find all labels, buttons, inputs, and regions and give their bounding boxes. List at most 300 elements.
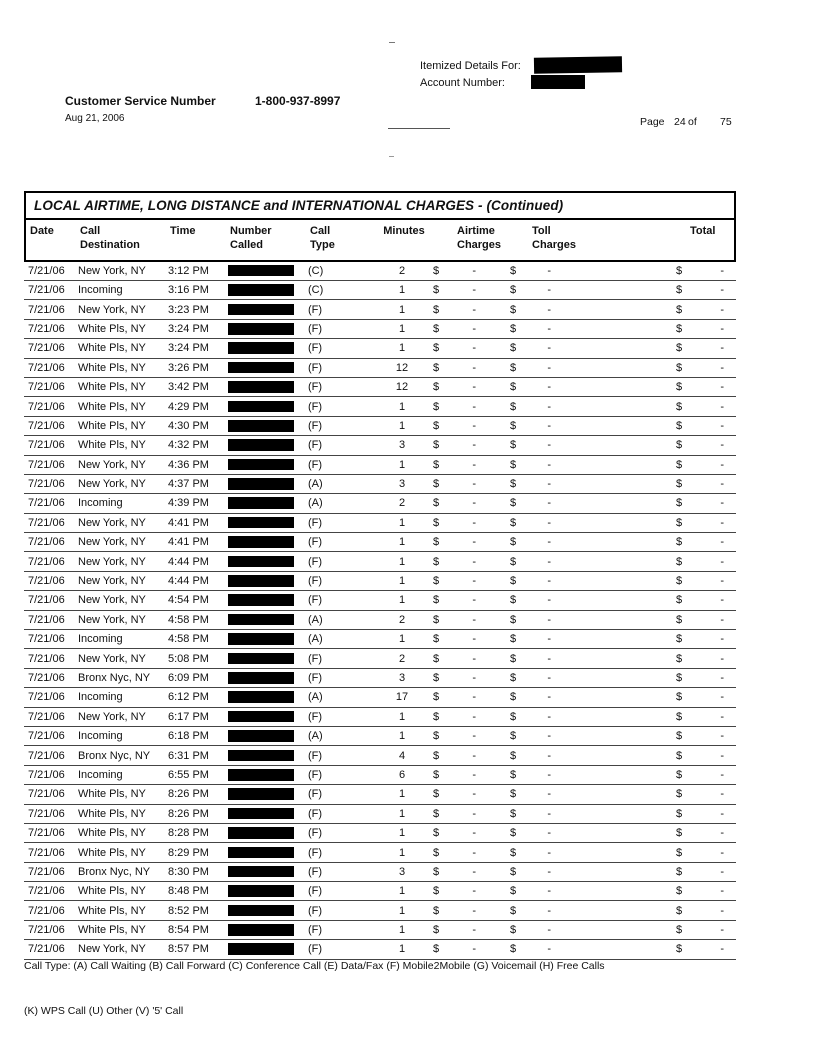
- cell-minutes: 2: [398, 264, 406, 277]
- redacted-phone-number: [228, 439, 294, 451]
- airtime-amount: -: [472, 691, 476, 704]
- total-amount: -: [720, 633, 724, 646]
- cell-toll-charges: [506, 750, 600, 762]
- total-amount: -: [720, 730, 724, 743]
- redacted-phone-number: [228, 614, 294, 626]
- cell-toll-charges: [506, 459, 600, 471]
- call-table-body: [24, 262, 736, 960]
- cell-destination: Bronx Nyc, NY: [78, 671, 151, 684]
- cell-airtime-charges: [428, 769, 506, 781]
- currency-symbol: $: [433, 516, 440, 529]
- cell-total: [600, 847, 736, 859]
- cell-number-called: [224, 614, 304, 626]
- currency-symbol: $: [433, 303, 440, 316]
- cell-airtime-charges: [428, 943, 506, 955]
- total-amount: -: [720, 904, 724, 917]
- table-row: [24, 940, 736, 959]
- cell-date: 7/21/06: [28, 381, 65, 394]
- cell-date: 7/21/06: [28, 284, 65, 297]
- cell-toll-charges: [506, 866, 600, 878]
- redacted-phone-number: [228, 885, 294, 897]
- airtime-amount: -: [472, 846, 476, 859]
- cell-date: 7/21/06: [28, 885, 65, 898]
- table-row: [24, 533, 736, 552]
- cell-call-type: (A): [308, 478, 323, 491]
- currency-symbol: $: [433, 478, 440, 491]
- toll-amount: -: [547, 381, 551, 394]
- table-row: [24, 436, 736, 455]
- cell-date: 7/21/06: [28, 827, 65, 840]
- currency-symbol: $: [510, 303, 517, 316]
- airtime-amount: -: [472, 361, 476, 374]
- cell-minutes: 1: [398, 284, 406, 297]
- cell-call-type: (A): [308, 633, 323, 646]
- currency-symbol: $: [510, 885, 517, 898]
- cell-destination: New York, NY: [78, 516, 146, 529]
- cell-toll-charges: [506, 730, 600, 742]
- cell-airtime-charges: [428, 401, 506, 413]
- cell-toll-charges: [506, 536, 600, 548]
- cell-total: [600, 439, 736, 451]
- cell-number-called: [224, 401, 304, 413]
- cell-time: 3:16 PM: [168, 284, 209, 297]
- cell-minutes: 3: [398, 439, 406, 452]
- airtime-amount: -: [472, 400, 476, 413]
- total-amount: -: [720, 924, 724, 937]
- redacted-phone-number: [228, 575, 294, 587]
- cell-minutes: 2: [398, 652, 406, 665]
- cell-date: 7/21/06: [28, 691, 65, 704]
- toll-amount: -: [547, 730, 551, 743]
- currency-symbol: $: [676, 575, 683, 588]
- cell-call-type: (C): [308, 264, 324, 277]
- cell-airtime-charges: [428, 575, 506, 587]
- cell-time: 4:54 PM: [168, 594, 209, 607]
- cell-time: 8:26 PM: [168, 788, 209, 801]
- cell-airtime-charges: [428, 730, 506, 742]
- cell-minutes: 1: [398, 342, 406, 355]
- cell-minutes: 1: [398, 827, 406, 840]
- redacted-phone-number: [228, 556, 294, 568]
- customer-service-number: 1-800-937-8997: [255, 94, 341, 108]
- cell-total: [600, 827, 736, 839]
- airtime-amount: -: [472, 458, 476, 471]
- cell-time: 4:44 PM: [168, 575, 209, 588]
- cell-airtime-charges: [428, 342, 506, 354]
- currency-symbol: $: [433, 633, 440, 646]
- currency-symbol: $: [676, 322, 683, 335]
- account-number-label: Account Number:: [420, 77, 505, 89]
- currency-symbol: $: [676, 458, 683, 471]
- redacted-phone-number: [228, 691, 294, 703]
- cell-date: 7/21/06: [28, 400, 65, 413]
- total-amount: -: [720, 652, 724, 665]
- cell-destination: White Pls, NY: [78, 439, 146, 452]
- cell-call-type: (F): [308, 807, 323, 820]
- page-number: 24: [674, 116, 686, 128]
- table-row: [24, 300, 736, 319]
- currency-symbol: $: [676, 730, 683, 743]
- cell-airtime-charges: [428, 847, 506, 859]
- cell-time: 5:08 PM: [168, 652, 209, 665]
- table-title: LOCAL AIRTIME, LONG DISTANCE and INTERNATIONAL CHARGES - (Continued): [26, 193, 734, 220]
- total-amount: -: [720, 865, 724, 878]
- currency-symbol: $: [510, 342, 517, 355]
- currency-symbol: $: [433, 943, 440, 956]
- cell-minutes: 1: [398, 943, 406, 956]
- toll-amount: -: [547, 671, 551, 684]
- cell-call-type: (F): [308, 361, 323, 374]
- cell-destination: White Pls, NY: [78, 322, 146, 335]
- airtime-amount: -: [472, 924, 476, 937]
- cell-call-type: (F): [308, 594, 323, 607]
- airtime-amount: -: [472, 633, 476, 646]
- total-amount: -: [720, 497, 724, 510]
- cell-destination: Incoming: [78, 633, 123, 646]
- table-row: [24, 591, 736, 610]
- cell-date: 7/21/06: [28, 594, 65, 607]
- cell-minutes: 1: [398, 575, 406, 588]
- redacted-phone-number: [228, 420, 294, 432]
- total-amount: -: [720, 400, 724, 413]
- table-row: [24, 262, 736, 281]
- cell-minutes: 3: [398, 865, 406, 878]
- currency-symbol: $: [510, 691, 517, 704]
- cell-minutes: 1: [398, 846, 406, 859]
- currency-symbol: $: [433, 284, 440, 297]
- redacted-phone-number: [228, 847, 294, 859]
- cell-minutes: 6: [398, 768, 406, 781]
- currency-symbol: $: [433, 904, 440, 917]
- currency-symbol: $: [510, 516, 517, 529]
- cell-number-called: [224, 536, 304, 548]
- cell-number-called: [224, 556, 304, 568]
- cell-total: [600, 730, 736, 742]
- cell-toll-charges: [506, 827, 600, 839]
- cell-call-type: (F): [308, 768, 323, 781]
- cell-airtime-charges: [428, 653, 506, 665]
- currency-symbol: $: [676, 284, 683, 297]
- airtime-amount: -: [472, 322, 476, 335]
- cell-airtime-charges: [428, 284, 506, 296]
- currency-symbol: $: [433, 749, 440, 762]
- cell-time: 8:52 PM: [168, 904, 209, 917]
- col-header-toll-charges: Toll Charges: [532, 225, 577, 252]
- cell-time: 6:18 PM: [168, 730, 209, 743]
- cell-call-type: (F): [308, 710, 323, 723]
- cell-destination: Bronx Nyc, NY: [78, 749, 151, 762]
- cell-destination: New York, NY: [78, 536, 146, 549]
- table-row: [24, 649, 736, 668]
- redacted-phone-number: [228, 594, 294, 606]
- cell-time: 3:12 PM: [168, 264, 209, 277]
- table-row: [24, 843, 736, 862]
- cell-date: 7/21/06: [28, 652, 65, 665]
- cell-airtime-charges: [428, 633, 506, 645]
- cell-toll-charges: [506, 284, 600, 296]
- table-row: [24, 882, 736, 901]
- toll-amount: -: [547, 555, 551, 568]
- cell-minutes: 2: [398, 613, 406, 626]
- cell-toll-charges: [506, 265, 600, 277]
- airtime-amount: -: [472, 264, 476, 277]
- toll-amount: -: [547, 575, 551, 588]
- cell-time: 4:41 PM: [168, 516, 209, 529]
- cell-call-type: (F): [308, 943, 323, 956]
- toll-amount: -: [547, 710, 551, 723]
- cell-destination: New York, NY: [78, 943, 146, 956]
- cell-call-type: (F): [308, 516, 323, 529]
- currency-symbol: $: [676, 827, 683, 840]
- scan-artifact-dash: [389, 42, 395, 43]
- currency-symbol: $: [676, 439, 683, 452]
- cell-date: 7/21/06: [28, 671, 65, 684]
- cell-toll-charges: [506, 691, 600, 703]
- cell-toll-charges: [506, 614, 600, 626]
- cell-time: 3:24 PM: [168, 322, 209, 335]
- total-amount: -: [720, 943, 724, 956]
- cell-total: [600, 711, 736, 723]
- cell-airtime-charges: [428, 439, 506, 451]
- cell-toll-charges: [506, 323, 600, 335]
- cell-toll-charges: [506, 633, 600, 645]
- cell-date: 7/21/06: [28, 613, 65, 626]
- redacted-phone-number: [228, 342, 294, 354]
- cell-minutes: 1: [398, 400, 406, 413]
- currency-symbol: $: [676, 594, 683, 607]
- cell-toll-charges: [506, 401, 600, 413]
- cell-call-type: (F): [308, 381, 323, 394]
- cell-date: 7/21/06: [28, 497, 65, 510]
- cell-toll-charges: [506, 439, 600, 451]
- cell-number-called: [224, 633, 304, 645]
- col-header-number-called: Number Called: [230, 225, 272, 252]
- cell-toll-charges: [506, 304, 600, 316]
- total-amount: -: [720, 885, 724, 898]
- cell-airtime-charges: [428, 924, 506, 936]
- cell-date: 7/21/06: [28, 322, 65, 335]
- cell-total: [600, 556, 736, 568]
- cell-total: [600, 304, 736, 316]
- toll-amount: -: [547, 439, 551, 452]
- total-amount: -: [720, 710, 724, 723]
- total-amount: -: [720, 691, 724, 704]
- currency-symbol: $: [510, 710, 517, 723]
- cell-destination: New York, NY: [78, 458, 146, 471]
- cell-airtime-charges: [428, 304, 506, 316]
- currency-symbol: $: [676, 749, 683, 762]
- toll-amount: -: [547, 768, 551, 781]
- cell-number-called: [224, 653, 304, 665]
- cell-airtime-charges: [428, 711, 506, 723]
- cell-destination: White Pls, NY: [78, 827, 146, 840]
- toll-amount: -: [547, 827, 551, 840]
- currency-symbol: $: [510, 478, 517, 491]
- cell-date: 7/21/06: [28, 904, 65, 917]
- cell-destination: New York, NY: [78, 710, 146, 723]
- currency-symbol: $: [433, 381, 440, 394]
- currency-symbol: $: [510, 400, 517, 413]
- cell-call-type: (F): [308, 827, 323, 840]
- cell-toll-charges: [506, 788, 600, 800]
- currency-symbol: $: [676, 478, 683, 491]
- cell-date: 7/21/06: [28, 303, 65, 316]
- toll-amount: -: [547, 885, 551, 898]
- cell-date: 7/21/06: [28, 264, 65, 277]
- toll-amount: -: [547, 788, 551, 801]
- redacted-phone-number: [228, 362, 294, 374]
- redacted-phone-number: [228, 827, 294, 839]
- cell-airtime-charges: [428, 459, 506, 471]
- cell-total: [600, 691, 736, 703]
- cell-total: [600, 672, 736, 684]
- table-row: [24, 378, 736, 397]
- cell-minutes: 1: [398, 322, 406, 335]
- cell-number-called: [224, 691, 304, 703]
- currency-symbol: $: [433, 439, 440, 452]
- cell-number-called: [224, 827, 304, 839]
- call-type-legend-line1: Call Type: (A) Call Waiting (B) Call Forward (C) Conference Call (E) Data/Fax (F) Mobile2Mobile (G) Voicemail (H) Free Calls: [24, 960, 605, 972]
- cell-destination: New York, NY: [78, 652, 146, 665]
- toll-amount: -: [547, 478, 551, 491]
- cell-date: 7/21/06: [28, 924, 65, 937]
- currency-symbol: $: [676, 342, 683, 355]
- cell-date: 7/21/06: [28, 749, 65, 762]
- cell-destination: White Pls, NY: [78, 381, 146, 394]
- total-amount: -: [720, 458, 724, 471]
- cell-destination: Bronx Nyc, NY: [78, 865, 151, 878]
- table-row: [24, 824, 736, 843]
- cell-number-called: [224, 924, 304, 936]
- cell-destination: New York, NY: [78, 555, 146, 568]
- cell-total: [600, 633, 736, 645]
- currency-symbol: $: [510, 439, 517, 452]
- currency-symbol: $: [433, 536, 440, 549]
- cell-call-type: (F): [308, 749, 323, 762]
- cell-minutes: 2: [398, 497, 406, 510]
- table-row: [24, 514, 736, 533]
- cell-call-type: (F): [308, 342, 323, 355]
- redacted-phone-number: [228, 905, 294, 917]
- currency-symbol: $: [510, 924, 517, 937]
- cell-date: 7/21/06: [28, 788, 65, 801]
- cell-airtime-charges: [428, 827, 506, 839]
- cell-minutes: 1: [398, 555, 406, 568]
- charges-table-head: [24, 191, 736, 262]
- cell-date: 7/21/06: [28, 516, 65, 529]
- cell-minutes: 1: [398, 458, 406, 471]
- col-header-minutes: Minutes: [383, 225, 425, 237]
- cell-time: 4:37 PM: [168, 478, 209, 491]
- currency-symbol: $: [510, 361, 517, 374]
- total-amount: -: [720, 575, 724, 588]
- total-amount: -: [720, 478, 724, 491]
- currency-symbol: $: [676, 885, 683, 898]
- currency-symbol: $: [433, 458, 440, 471]
- cell-time: 4:44 PM: [168, 555, 209, 568]
- cell-call-type: (F): [308, 400, 323, 413]
- cell-date: 7/21/06: [28, 575, 65, 588]
- cell-minutes: 1: [398, 904, 406, 917]
- cell-call-type: (F): [308, 924, 323, 937]
- cell-date: 7/21/06: [28, 865, 65, 878]
- cell-number-called: [224, 439, 304, 451]
- cell-minutes: 3: [398, 671, 406, 684]
- currency-symbol: $: [676, 768, 683, 781]
- table-row: [24, 688, 736, 707]
- cell-toll-charges: [506, 808, 600, 820]
- cell-minutes: 1: [398, 885, 406, 898]
- currency-symbol: $: [676, 381, 683, 394]
- cell-call-type: (F): [308, 885, 323, 898]
- cell-airtime-charges: [428, 536, 506, 548]
- cell-total: [600, 265, 736, 277]
- cell-toll-charges: [506, 769, 600, 781]
- airtime-amount: -: [472, 575, 476, 588]
- airtime-amount: -: [472, 303, 476, 316]
- cell-total: [600, 420, 736, 432]
- redacted-phone-number: [228, 478, 294, 490]
- redacted-phone-number: [228, 711, 294, 723]
- airtime-amount: -: [472, 381, 476, 394]
- currency-symbol: $: [433, 768, 440, 781]
- col-header-call-type: Call Type: [310, 225, 335, 252]
- currency-symbol: $: [433, 613, 440, 626]
- cell-time: 6:17 PM: [168, 710, 209, 723]
- cell-total: [600, 808, 736, 820]
- airtime-amount: -: [472, 497, 476, 510]
- currency-symbol: $: [510, 284, 517, 297]
- toll-amount: -: [547, 633, 551, 646]
- currency-symbol: $: [510, 575, 517, 588]
- charges-table: [24, 191, 736, 960]
- redacted-phone-number: [228, 633, 294, 645]
- currency-symbol: $: [676, 361, 683, 374]
- currency-symbol: $: [433, 575, 440, 588]
- cell-toll-charges: [506, 594, 600, 606]
- total-amount: -: [720, 303, 724, 316]
- cell-date: 7/21/06: [28, 555, 65, 568]
- currency-symbol: $: [510, 730, 517, 743]
- cell-toll-charges: [506, 381, 600, 393]
- table-row: [24, 281, 736, 300]
- cell-airtime-charges: [428, 750, 506, 762]
- cell-minutes: 1: [398, 788, 406, 801]
- cell-call-type: (A): [308, 691, 323, 704]
- cell-toll-charges: [506, 924, 600, 936]
- table-row: [24, 397, 736, 416]
- currency-symbol: $: [676, 710, 683, 723]
- cell-minutes: 1: [398, 633, 406, 646]
- cell-time: 3:24 PM: [168, 342, 209, 355]
- scan-artifact-underline: [388, 128, 450, 129]
- statement-date: Aug 21, 2006: [65, 113, 125, 124]
- cell-number-called: [224, 420, 304, 432]
- currency-symbol: $: [676, 633, 683, 646]
- airtime-amount: -: [472, 652, 476, 665]
- table-row: [24, 552, 736, 571]
- currency-symbol: $: [433, 827, 440, 840]
- total-amount: -: [720, 768, 724, 781]
- cell-call-type: (F): [308, 555, 323, 568]
- cell-total: [600, 497, 736, 509]
- cell-minutes: 1: [398, 419, 406, 432]
- airtime-amount: -: [472, 342, 476, 355]
- cell-airtime-charges: [428, 381, 506, 393]
- cell-minutes: 1: [398, 924, 406, 937]
- cell-call-type: (F): [308, 439, 323, 452]
- redacted-phone-number: [228, 497, 294, 509]
